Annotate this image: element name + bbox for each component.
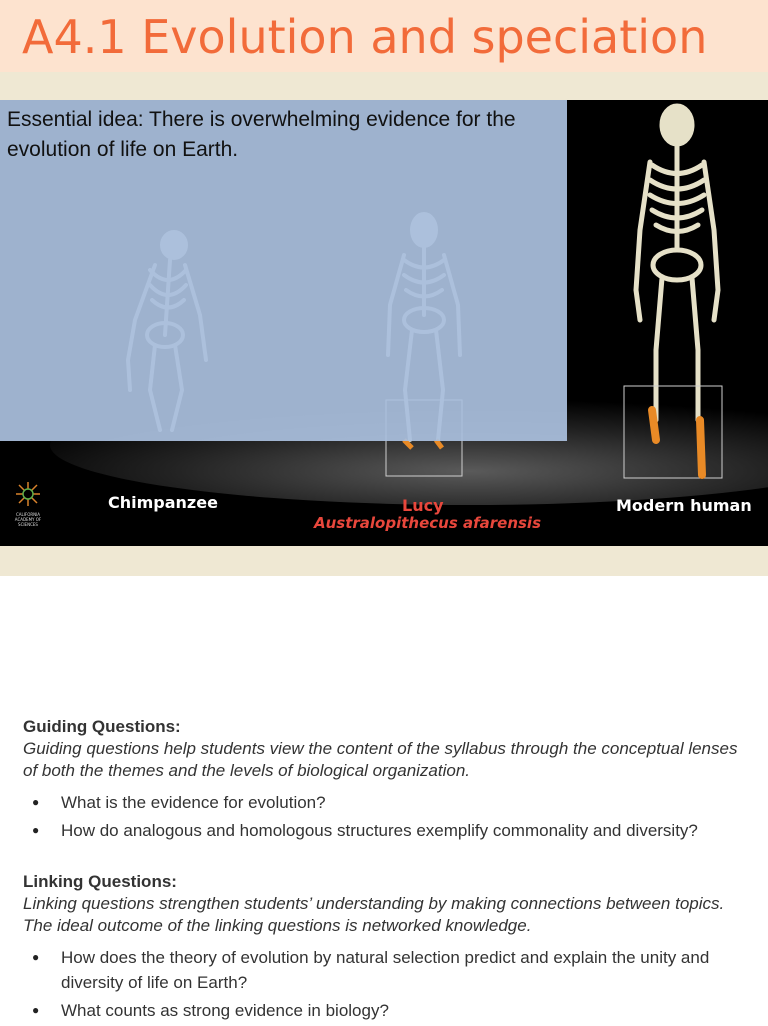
title-bar	[0, 0, 768, 72]
list-item: ● How does the theory of evolution by natural selection predict and explain the unity and diversity of life on Earth?	[23, 945, 753, 995]
list-item: ● What counts as strong evidence in biology?	[23, 998, 753, 1023]
divider-band-bottom	[0, 546, 768, 576]
divider-band-top	[0, 72, 768, 100]
linking-questions-list	[23, 945, 753, 1023]
essential-idea-text: Essential idea: There is overwhelming evidence for the evolution of life on Earth.	[7, 108, 516, 161]
logo-label: CALIFORNIA ACADEMY OF SCIENCES	[14, 512, 42, 527]
caption-chimpanzee: Chimpanzee	[108, 493, 218, 512]
guiding-questions-heading: Guiding Questions:	[23, 717, 181, 736]
caption-lucy: Lucy	[402, 496, 444, 515]
academy-logo	[12, 480, 44, 527]
evolution-slide-image	[0, 100, 768, 546]
page-title: A4.1 Evolution and speciation	[22, 10, 708, 64]
essential-idea-panel	[0, 100, 567, 441]
caption-lucy-species: Australopithecus afarensis	[314, 514, 541, 532]
guiding-questions-list	[23, 790, 753, 843]
linking-questions-description: Linking questions strengthen students’ understanding by making connections between topics. The ideal outcome of the linking questions is networked knowledge.	[23, 894, 725, 935]
guiding-questions-description: Guiding questions help students view the content of the syllabus through the conceptual lenses of both the themes and the levels of biological organization.	[23, 739, 738, 780]
sunburst-logo-icon	[12, 480, 44, 508]
linking-questions-heading: Linking Questions:	[23, 872, 177, 891]
caption-modern-human: Modern human	[616, 496, 752, 515]
list-item: ● How do analogous and homologous structures exemplify commonality and diversity?	[23, 818, 753, 843]
questions-section	[23, 716, 753, 1026]
list-item: ● What is the evidence for evolution?	[23, 790, 753, 815]
